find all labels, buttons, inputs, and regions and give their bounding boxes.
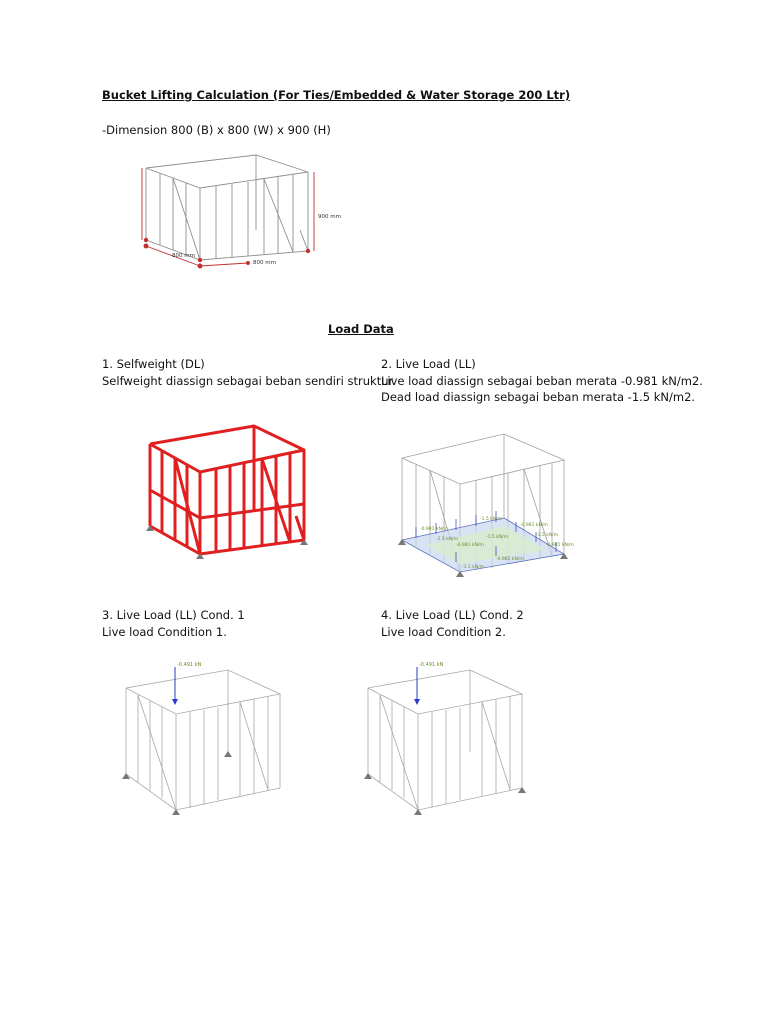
section-1-line-1: Selfweight diassign sebagai beban sendiri struktur. xyxy=(102,374,396,388)
live-load-label-8: -1.5 kN/m xyxy=(436,537,459,542)
live-load-label-3: -0.981 kN/m xyxy=(520,523,548,528)
live-load-label-1: -0.981 kN/m xyxy=(420,527,448,532)
point-load-label-1: -0.491 kN xyxy=(177,662,202,668)
section-4-heading: 4. Live Load (LL) Cond. 2 xyxy=(381,608,524,622)
section-3-heading: 3. Live Load (LL) Cond. 1 xyxy=(102,608,245,622)
section-2-heading: 2. Live Load (LL) xyxy=(381,357,476,371)
live-load-label-2: -1.5 kN/m xyxy=(480,517,503,522)
load-data-heading: Load Data xyxy=(328,322,394,336)
live-load-label-10: -1.5 kN/m xyxy=(462,565,485,570)
depth-label: 800 mm xyxy=(253,260,276,266)
section-2-line-1: Live load diassign sebagai beban merata -0.981 kN/m2. xyxy=(381,374,703,388)
section-4-line-1: Live load Condition 2. xyxy=(381,625,506,639)
selfweight-frame-figure xyxy=(142,420,312,570)
live-load-label-9: -0.981 kN/m xyxy=(496,557,524,562)
dimension-text: -Dimension 800 (B) x 800 (W) x 900 (H) xyxy=(102,123,331,137)
section-3-line-1: Live load Condition 1. xyxy=(102,625,227,639)
section-2-line-2: Dead load diassign sebagai beban merata -1.5 kN/m2. xyxy=(381,390,696,404)
dimension-frame-figure xyxy=(138,148,341,278)
live-load-label-7: -0.981 kN/m xyxy=(456,543,484,548)
live-load-cond-1-figure xyxy=(118,658,288,818)
live-load-frame-figure xyxy=(396,422,576,582)
document-title: Bucket Lifting Calculation (For Ties/Embedded & Water Storage 200 Ltr) xyxy=(102,88,571,102)
live-load-label-6: -1.5 kN/m xyxy=(486,535,509,540)
height-label: 900 mm xyxy=(318,214,341,220)
section-1-heading: 1. Selfweight (DL) xyxy=(102,357,205,371)
live-load-cond-2-figure xyxy=(360,658,530,818)
point-load-label-2: -0.491 kN xyxy=(419,662,444,668)
live-load-label-5: -0.981 kN/m xyxy=(546,543,574,548)
live-load-label-4: -1.5 kN/m xyxy=(536,533,559,538)
width-label: 800 mm xyxy=(172,253,195,259)
